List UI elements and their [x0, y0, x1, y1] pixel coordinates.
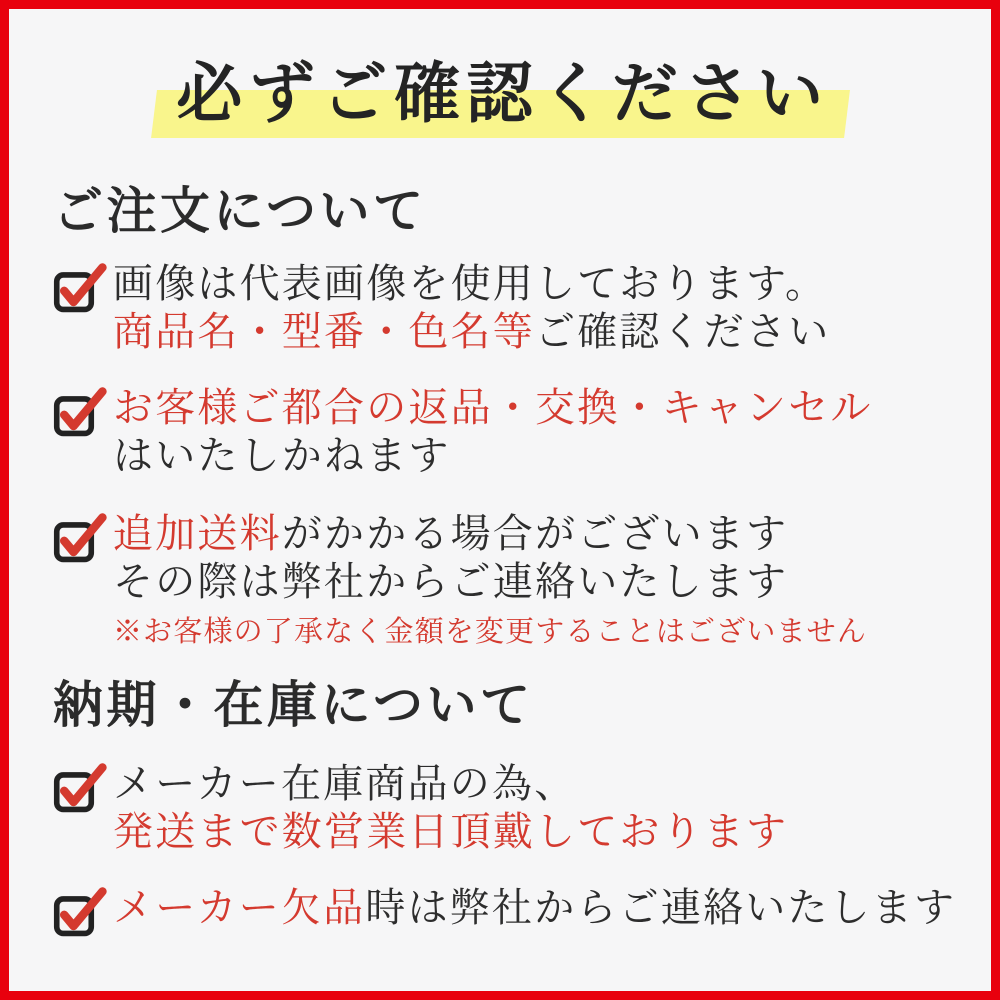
text-segment: ご確認ください	[535, 308, 831, 355]
notice-content	[9, 9, 991, 938]
checkbox-checked-icon	[53, 386, 109, 438]
item-text	[113, 260, 953, 356]
checkbox-checked-icon	[53, 762, 109, 814]
checkbox-checked-icon	[53, 512, 109, 564]
item-text	[113, 760, 953, 856]
section-heading-orders: ご注文について	[53, 180, 427, 240]
item-line	[113, 260, 953, 308]
page-title-text: 必ずご確認ください	[176, 54, 830, 132]
list-item-no-returns	[53, 384, 953, 480]
text-segment: 画像は代表画像を使用しております。	[113, 260, 828, 307]
item-line	[113, 510, 953, 558]
text-segment-red: お客様ご都合の返品・交換・キャンセル	[113, 384, 873, 431]
text-segment-red: 発送まで数営業日頂戴しております	[113, 809, 789, 856]
item-line	[113, 760, 953, 808]
list-item-representative-image	[53, 260, 953, 356]
item-text	[113, 510, 953, 649]
text-segment-red: 追加送料	[113, 510, 282, 557]
item-line	[113, 884, 957, 932]
checkbox-checked-icon	[53, 886, 109, 938]
section-heading-delivery-stock: 納期・在庫について	[53, 675, 534, 735]
item-line	[113, 384, 953, 432]
list-item-maker-shortage	[53, 884, 957, 938]
list-item-maker-stock	[53, 760, 953, 856]
text-segment: メーカー在庫商品の為、	[113, 761, 577, 808]
page-title	[168, 53, 837, 134]
item-line	[113, 308, 953, 356]
title-wrap	[53, 53, 953, 134]
checkbox-checked-icon	[53, 262, 109, 314]
list-item-extra-shipping	[53, 510, 953, 649]
item-text	[113, 884, 957, 932]
item-line	[113, 558, 953, 606]
item-text	[113, 384, 953, 480]
item-line	[113, 808, 953, 856]
text-segment: がかかる場合がございます	[281, 510, 789, 557]
text-segment: その際は弊社からご連絡いたします	[113, 558, 789, 605]
price-change-note: ※お客様の了承なく金額を変更することはございません	[113, 613, 868, 648]
text-segment-red: 商品名・型番・色名等	[113, 308, 535, 355]
item-line	[113, 432, 953, 480]
text-segment-red: メーカー欠品	[113, 885, 366, 932]
text-segment: 時は弊社からご連絡いたします	[365, 885, 957, 932]
text-segment: はいたしかねます	[113, 432, 451, 479]
